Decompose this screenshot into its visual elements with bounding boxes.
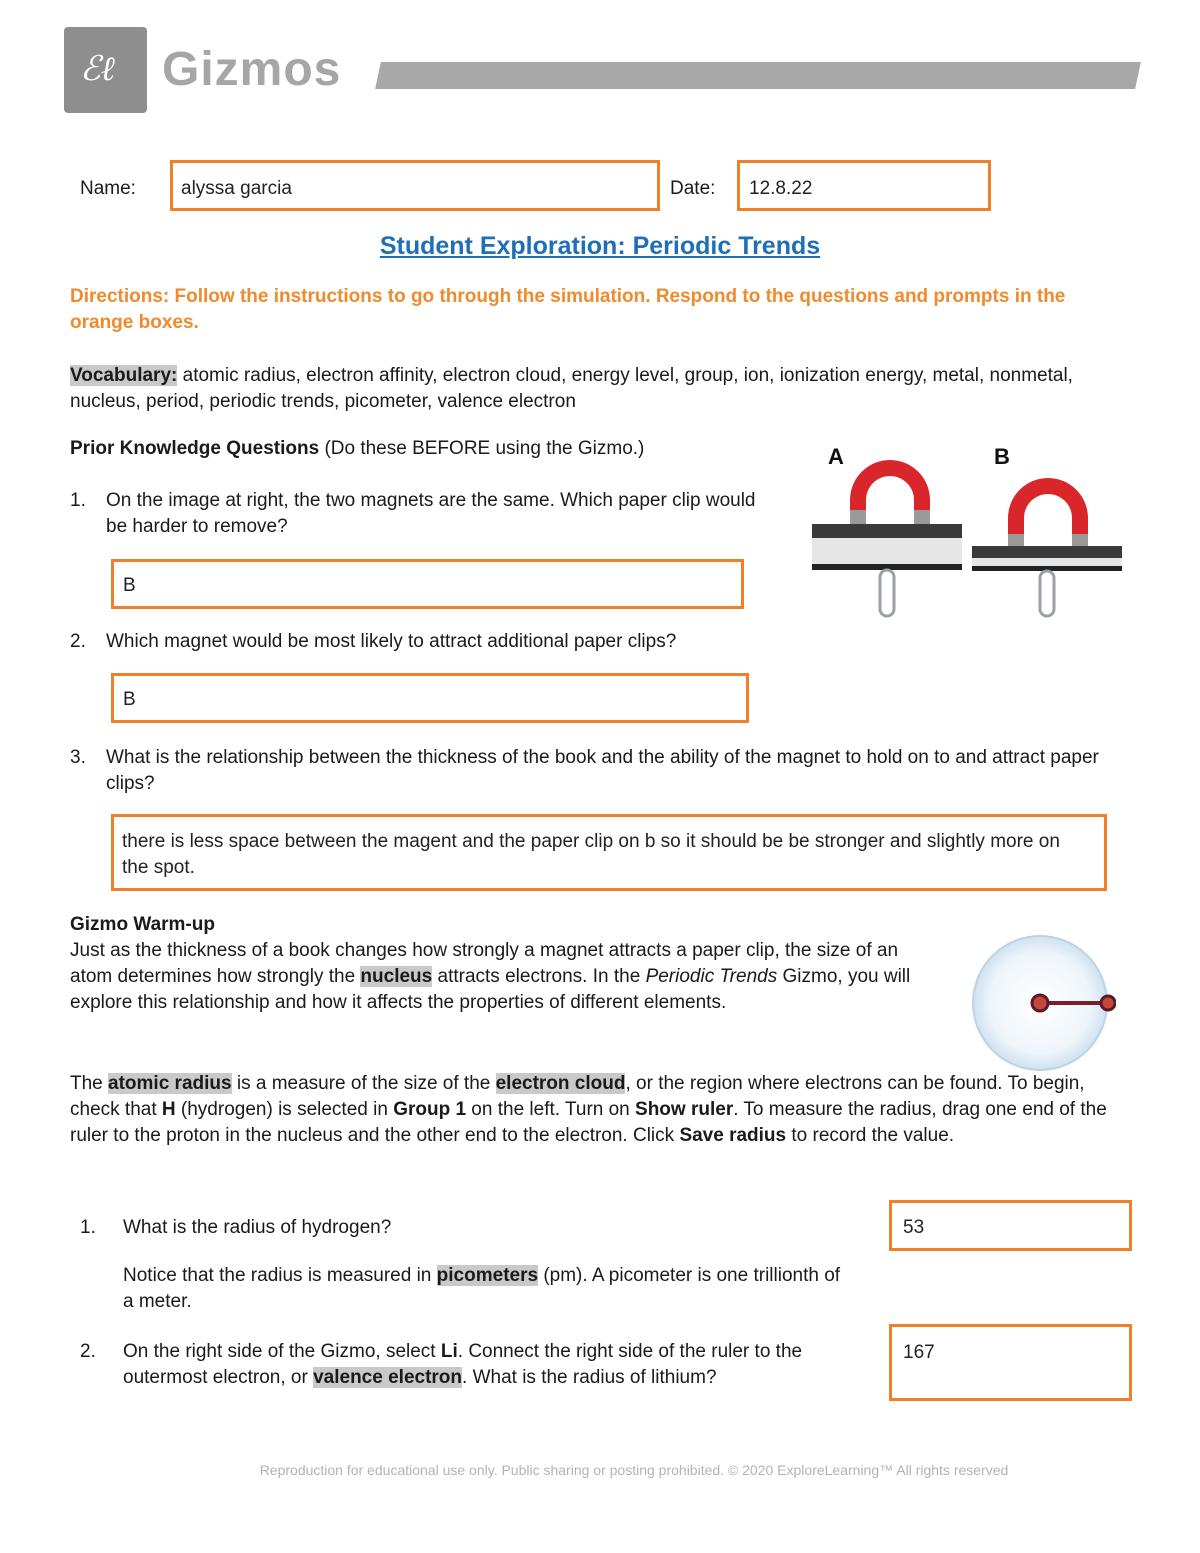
figure-label-a: A [828,444,844,469]
electron [1101,996,1115,1010]
vocab-label: Vocabulary: [70,365,178,386]
lithium-symbol: Li [440,1341,458,1362]
q2-text-c: . What is the radius of lithium? [462,1367,717,1388]
magnets-figure [808,440,1128,625]
q3-number: 3. [70,747,86,768]
q1-text: On the image at right, the two magnets are the same. Which paper clip would be harder to remove? [106,490,756,537]
warmup-q1-text: What is the radius of hydrogen? [123,1217,392,1238]
p2-text-b: is a measure of the size of the [231,1073,496,1094]
p2-text-f: . To measure the radius, drag one end of the ruler to the proton in the nucleus and the other end to the electron. Click [70,1099,1107,1146]
q2-text-b: . Connect the right side of the ruler to the outermost electron, or [123,1341,803,1388]
name-value: alyssa garcia [181,178,292,199]
date-value: 12.8.22 [749,178,813,199]
note-text-b: (pm). A picometer is one trillionth of a meter. [123,1265,841,1312]
warmup-paragraph-1 [70,938,920,1016]
name-label: Name: [80,178,136,199]
save-radius-label: Save radius [679,1125,787,1146]
atom-figure [968,932,1116,1074]
answer-1: B [123,575,136,596]
paperclip-b [1040,571,1054,616]
p2-text-c: , or the region where electrons can be found. To begin, check that [70,1073,1085,1120]
answer-box-1[interactable] [111,559,744,609]
p2-text-d: (hydrogen) is selected in [175,1099,394,1120]
warmup-answer-2: 167 [903,1342,935,1363]
directions: Directions: Follow the instructions to go through the simulation. Respond to the questions and prompts in the orange boxes. [70,286,1066,333]
p2-text-g: to record the value. [786,1125,955,1146]
nucleus [1032,995,1048,1011]
term-picometers: picometers [436,1265,539,1286]
footer: Reproduction for educational use only. Public sharing or posting prohibited. © 2020 ExploreLearning™ All rights reserved [259,1462,1009,1478]
figure-label-b: B [994,444,1010,469]
gizmos-logo-badge [64,27,147,113]
warmup-q2-number: 2. [80,1341,96,1362]
prior-heading [70,436,644,462]
date-field[interactable] [737,160,991,211]
group-1-label: Group 1 [393,1099,467,1120]
answer-box-3[interactable] [111,814,1107,891]
warmup-q2-text [123,1339,873,1391]
warmup-q1-number: 1. [80,1217,96,1238]
term-atomic-radius: atomic radius [108,1073,232,1094]
book-b [972,546,1122,571]
vocabulary [70,363,1130,415]
answer-box-2[interactable] [111,673,749,723]
warmup-paragraph-2 [70,1071,1130,1149]
page-title: Student Exploration: Periodic Trends [379,232,821,260]
prior-heading-note: (Do these BEFORE using the Gizmo.) [324,438,645,459]
q1-number: 1. [70,490,86,511]
show-ruler-label: Show ruler [635,1099,734,1120]
q2-number: 2. [70,631,86,652]
hydrogen-symbol: H [161,1099,176,1120]
warmup-heading: Gizmo Warm-up [70,914,215,935]
picometer-note [123,1263,853,1315]
header-bar [375,62,1141,89]
q2-text-a: On the right side of the Gizmo, select [123,1341,441,1362]
prior-heading-title: Prior Knowledge Questions [70,438,320,459]
warmup-answer-1: 53 [903,1217,925,1238]
p2-text-a: The [70,1073,109,1094]
answer-3: there is less space between the magent and the paper clip on b so it should be be stronger and slightly more on the spot. [122,831,1060,878]
paperclip-a [880,570,894,616]
q2-text: Which magnet would be most likely to attract additional paper clips? [106,631,677,652]
p1-text-c: Gizmo, you will explore this relationship and how it affects the properties of different elements. [70,966,911,1013]
answer-2: B [123,689,136,710]
magnet-a [850,460,930,524]
term-nucleus: nucleus [360,966,433,987]
gizmo-name: Periodic Trends [645,966,778,987]
p2-text-e: on the left. Turn on [466,1099,636,1120]
brand-name: Gizmos [162,43,342,96]
magnet-b [1008,478,1088,548]
q3-text: What is the relationship between the thickness of the book and the ability of the magnet to hold on to and attract paper clips? [106,747,1099,794]
term-valence-electron: valence electron [313,1367,463,1388]
date-label: Date: [670,178,716,199]
note-text-a: Notice that the radius is measured in [123,1265,437,1286]
p1-text-b: attracts electrons. In the [432,966,646,987]
warmup-answer-box-2[interactable] [889,1324,1132,1401]
vocab-terms: atomic radius, electron affinity, electron cloud, energy level, group, ion, ionization energy, metal, nonmetal, nucleus, period, periodic trends, picometer, valence electron [70,365,1073,412]
name-field[interactable] [170,160,660,211]
book-a [812,524,962,570]
p1-text-a: Just as the thickness of a book changes how strongly a magnet attracts a paper clip, the size of an atom determines how strongly the [70,940,899,987]
term-electron-cloud: electron cloud [495,1073,626,1094]
logo-glyph: ℰℓ [80,49,115,89]
warmup-answer-box-1[interactable] [889,1200,1132,1251]
